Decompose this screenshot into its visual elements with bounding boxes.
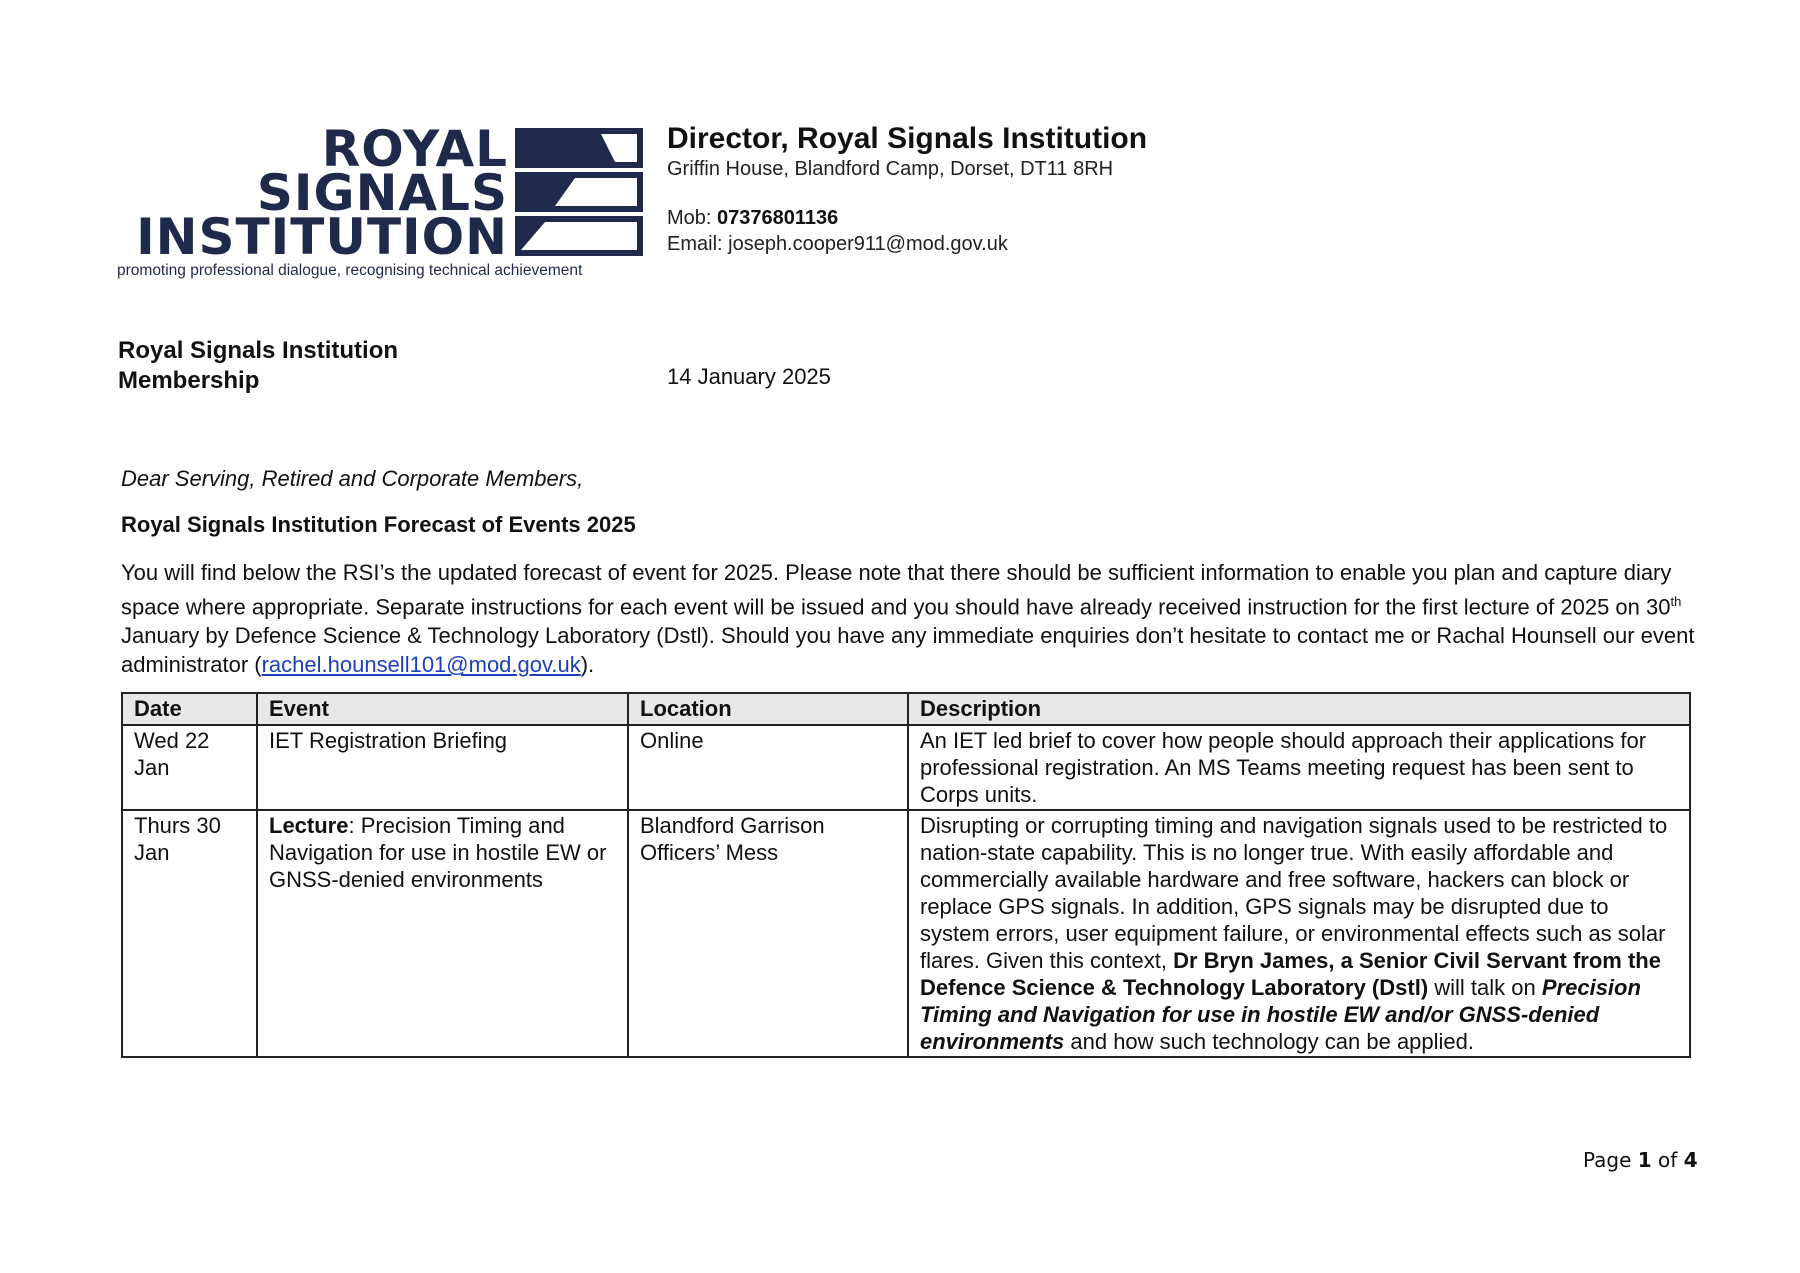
page-current: 1 xyxy=(1637,1148,1652,1172)
email-value: joseph.cooper911@mod.gov.uk xyxy=(728,233,1008,255)
intro-text-1: You will find below the RSI’s the updated forecast of event for 2025. Please note that there should be sufficient information to enable you plan and capture diary space where appropriate. Separate instructions for each event will be issued and you should have already received instruction for the first lecture of 2025 on 30 xyxy=(121,560,1672,620)
cell-location xyxy=(628,810,908,1057)
page-of: of xyxy=(1651,1148,1684,1172)
date-line-2: Jan xyxy=(134,840,170,865)
institution-logo xyxy=(113,118,643,288)
intro-superscript: th xyxy=(1670,594,1682,609)
logo-word-signals: SIGNALS xyxy=(256,164,508,222)
intro-text-2: January by Defence Science & Technology Laboratory (Dstl). Should you have any immediate enquiries don’t hesitate to contact me or Rachal Hounsell our event administrator ( xyxy=(121,623,1695,678)
desc-text-2: will talk on xyxy=(1428,975,1542,1000)
logo-tagline: promoting professional dialogue, recognising technical achievement xyxy=(117,262,583,279)
letter-date: 14 January 2025 xyxy=(667,364,831,389)
intro-text-3: ). xyxy=(580,652,595,678)
director-title: Director, Royal Signals Institution xyxy=(667,122,1148,155)
cell-date xyxy=(122,725,257,810)
intro-paragraph xyxy=(121,558,1701,679)
page-total: 4 xyxy=(1683,1148,1698,1172)
email-line xyxy=(667,233,1008,256)
header-description: Description xyxy=(908,693,1690,725)
cell-description xyxy=(908,810,1690,1057)
table-row xyxy=(122,725,1690,810)
logo-word-institution: INSTITUTION xyxy=(136,208,508,266)
header-event: Event xyxy=(257,693,628,725)
recipient-line-2: Membership xyxy=(118,367,260,394)
administrator-email-link[interactable]: rachel.hounsell101@mod.gov.uk xyxy=(261,652,581,678)
cell-event: IET Registration Briefing xyxy=(257,725,628,810)
cell-description: An IET led brief to cover how people should approach their applications for professional registration. An MS Teams meeting request has been sent to Corps units. xyxy=(908,725,1690,810)
logo-flag-icon xyxy=(515,128,643,256)
recipient-line-1: Royal Signals Institution xyxy=(118,337,399,364)
date-line-2: Jan xyxy=(134,755,170,780)
email-label: Email: xyxy=(667,233,729,255)
location-line-1: Blandford Garrison xyxy=(640,813,825,838)
header-location: Location xyxy=(628,693,908,725)
mob-label: Mob: xyxy=(667,207,718,229)
location-line-2: Officers’ Mess xyxy=(640,840,779,865)
desc-text-1: Disrupting or corrupting timing and navigation signals used to be restricted to nation-state capability. This is no longer true. With easily affordable and commercially available hardware and free software, hackers can block or replace GPS signals. In addition, GPS signals may be disrupted due to system errors, user equipment failure, or environmental effects such as solar flares. Given this context, xyxy=(920,813,1668,973)
events-table xyxy=(121,692,1691,1058)
header-date: Date xyxy=(122,693,257,725)
date-line-1: Thurs 30 xyxy=(134,813,221,838)
desc-text-3: and how such technology can be applied. xyxy=(1064,1029,1475,1054)
logo-word-royal: ROYAL xyxy=(321,120,508,178)
date-line-1: Wed 22 xyxy=(134,728,210,753)
page-number xyxy=(1583,1148,1698,1172)
table-row xyxy=(122,810,1690,1057)
event-title: : Precision Timing and Navigation for use in hostile EW or GNSS-denied environments xyxy=(269,813,607,892)
table-header-row xyxy=(122,693,1690,725)
cell-event xyxy=(257,810,628,1057)
desc-talk-title: Precision Timing and Navigation for use in hostile EW and/or GNSS-denied environments xyxy=(920,975,1641,1054)
subject-heading: Royal Signals Institution Forecast of Events 2025 xyxy=(121,512,636,537)
salutation: Dear Serving, Retired and Corporate Members, xyxy=(121,466,584,491)
page-prefix: Page xyxy=(1583,1148,1638,1172)
cell-date xyxy=(122,810,257,1057)
mob-value: 07376801136 xyxy=(717,207,839,229)
recipient-block xyxy=(118,336,398,396)
cell-location: Online xyxy=(628,725,908,810)
mobile-number xyxy=(667,207,838,230)
event-type: Lecture xyxy=(269,813,349,838)
address: Griffin House, Blandford Camp, Dorset, DT11 8RH xyxy=(667,158,1114,180)
desc-speaker: Dr Bryn James, a Senior Civil Servant from the Defence Science & Technology Laboratory (Dstl) xyxy=(920,948,1661,1000)
